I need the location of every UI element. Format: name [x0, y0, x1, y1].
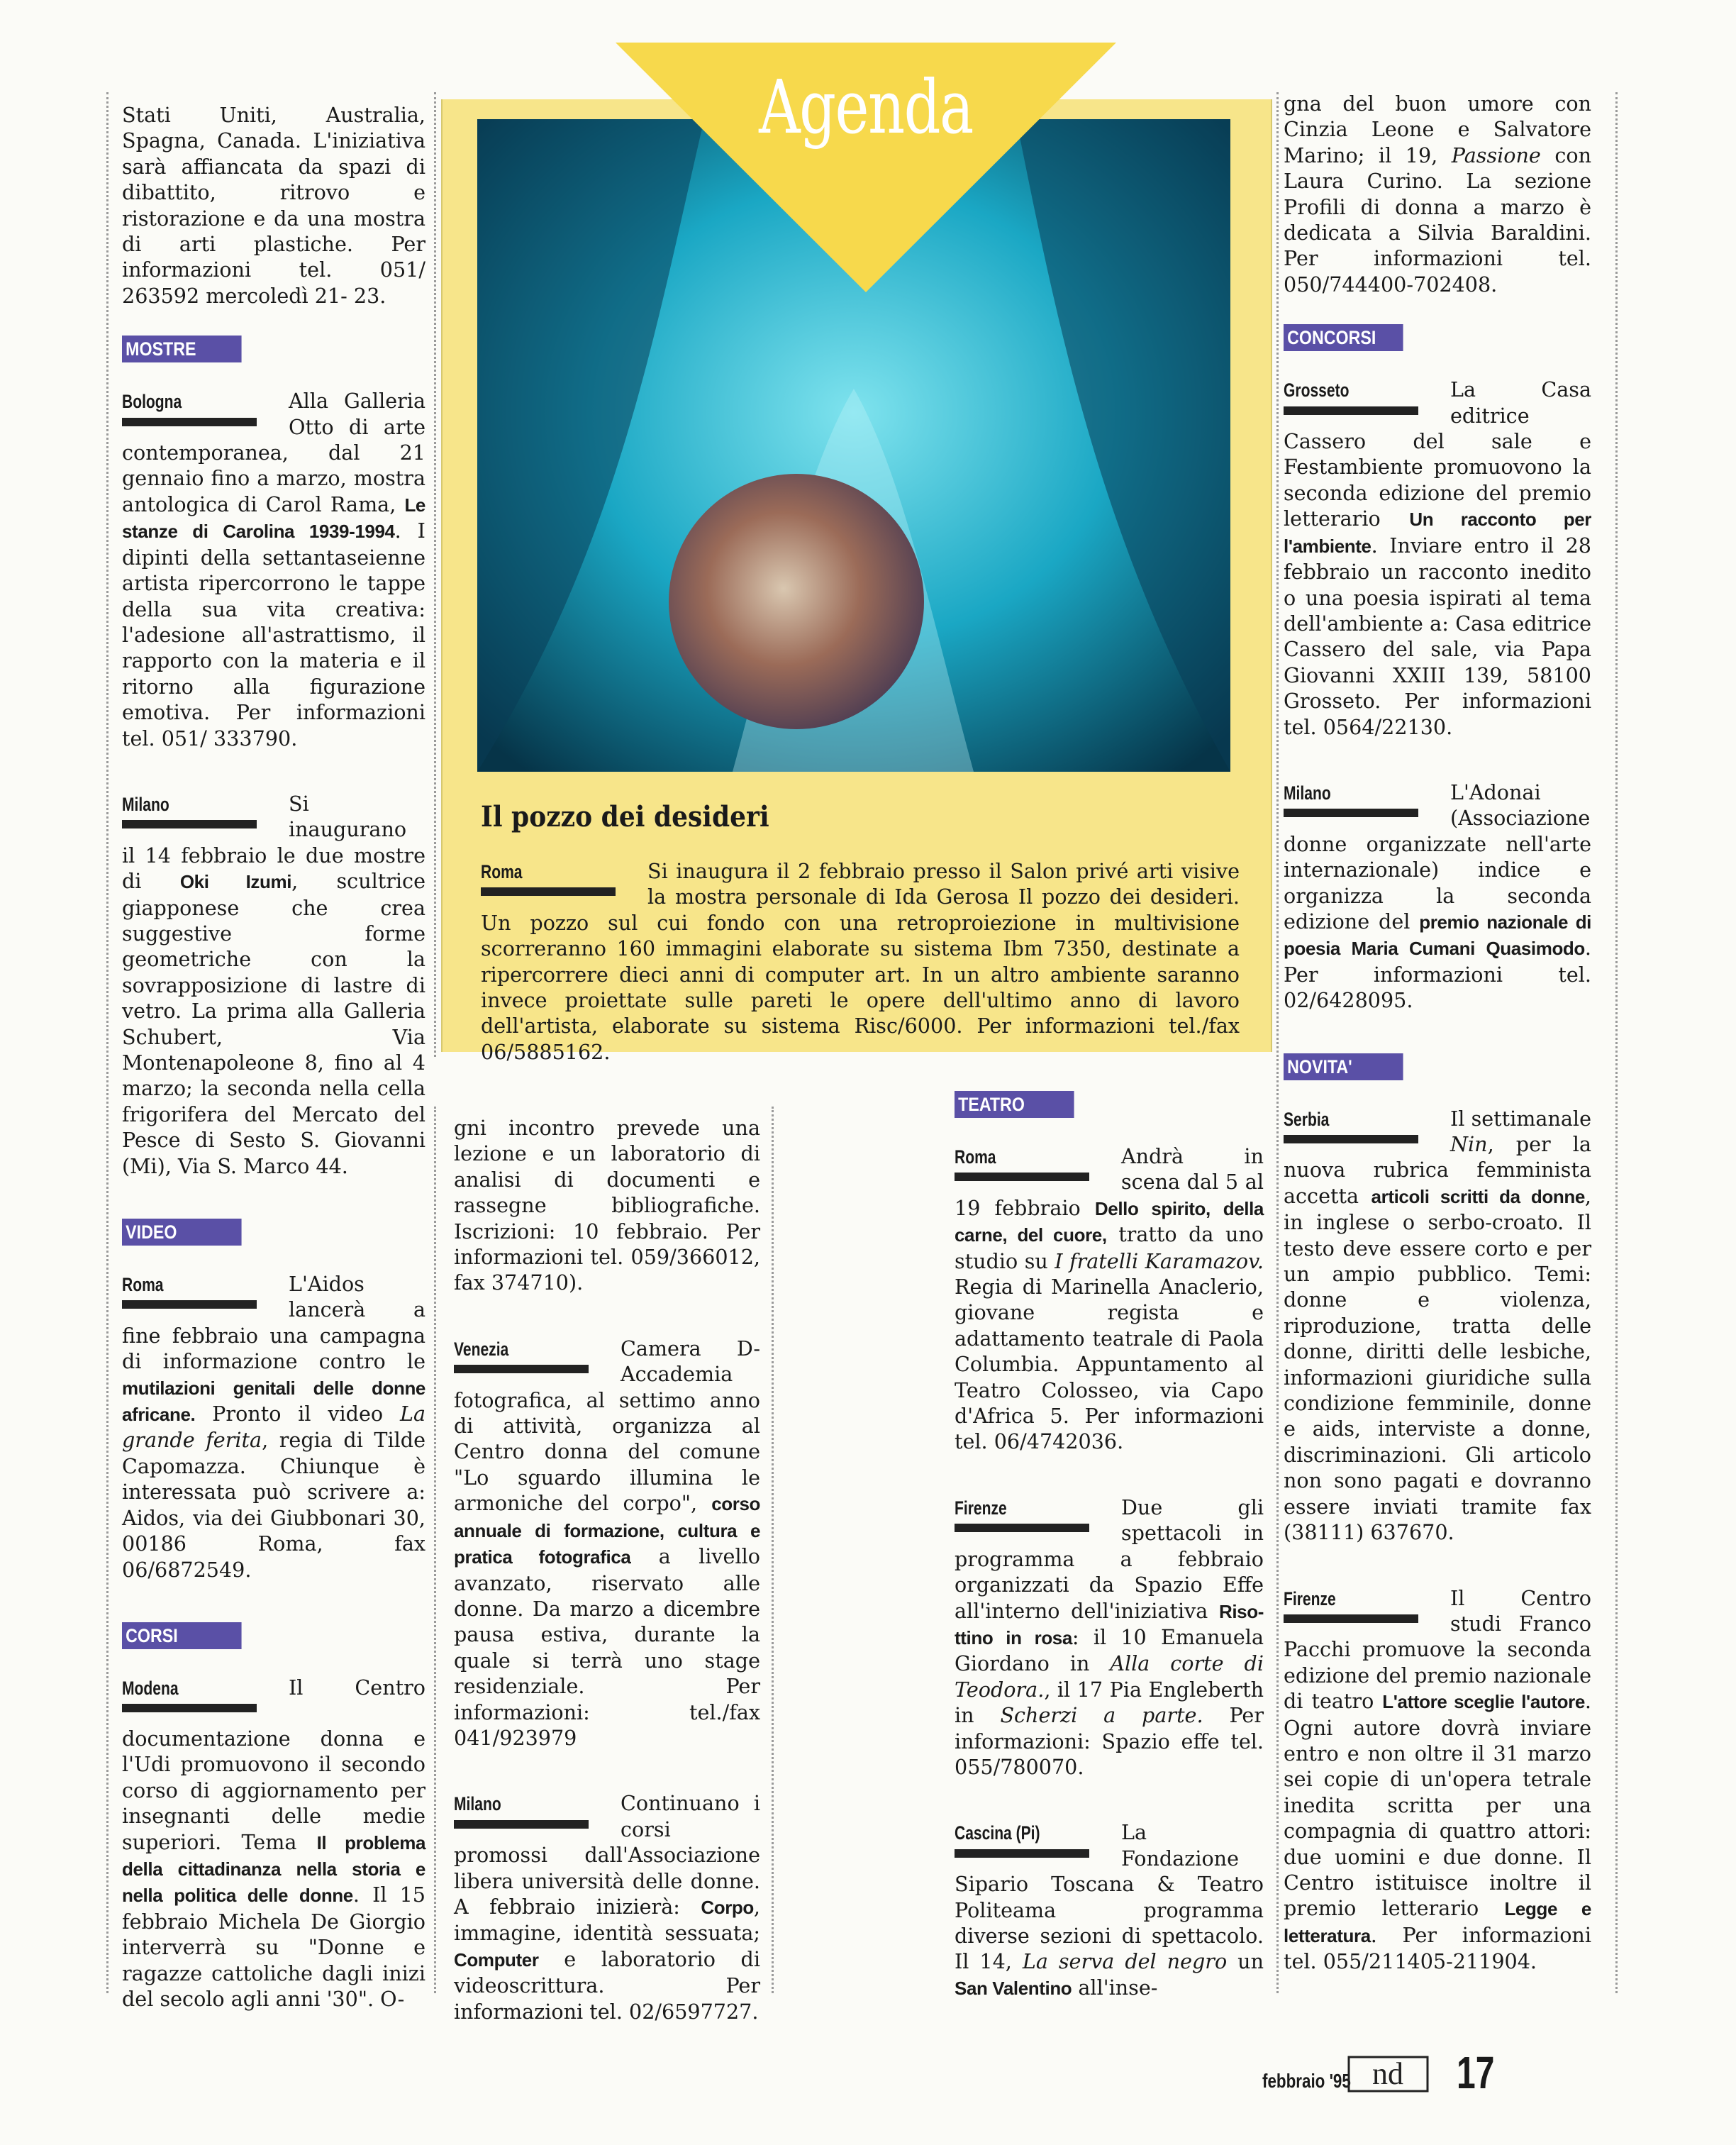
section-tag-novita: NOVITA'	[1284, 1053, 1403, 1080]
column-rule	[1615, 92, 1618, 1993]
entry-bologna	[122, 388, 425, 751]
entry-text: Per informazioni: Spazio effe tel. 055/780070.	[955, 1703, 1264, 1779]
page-number: 17	[1457, 2047, 1495, 2098]
entry-italic: Nin	[1450, 1132, 1488, 1156]
entry-italic: La grande ferita	[122, 1402, 425, 1453]
entry-firenze-teatro	[955, 1495, 1264, 1780]
column-rule	[1276, 92, 1279, 1993]
entry-title: Computer	[454, 1949, 539, 1971]
column-2	[454, 1115, 760, 2064]
entry-venezia	[454, 1336, 760, 1751]
entry-city: Firenze	[1284, 1587, 1336, 1609]
column-rule	[434, 92, 436, 1057]
entry-text: e laboratorio di videoscrittura. Per informazioni tel. 02/6597727.	[454, 1946, 760, 2024]
entry-text: Il settimanale	[1450, 1106, 1591, 1131]
column-rule	[434, 1107, 436, 1993]
entry-milano-2	[454, 1790, 760, 2024]
entry-roma-teatro	[955, 1143, 1264, 1455]
entry-city: Roma	[122, 1274, 164, 1296]
entry-text: Due gli spettacoli in programma a febbraio organizzati da Spazio Effe all'interno dell'iniziativa	[955, 1495, 1264, 1623]
entry-text: . Per informazioni tel. 055/211405-211904.	[1284, 1922, 1591, 1974]
entry-rule	[454, 1820, 589, 1829]
column-3	[955, 1091, 1264, 2041]
entry-text: La Fondazione Sipario Toscana & Teatro Politeama programma diverse sezioni di spettacolo. Il 14,	[955, 1820, 1264, 1974]
entry-italic: La serva del negro	[1022, 1949, 1228, 1974]
entry-modena	[122, 1675, 425, 2012]
entry-city: Modena	[122, 1677, 179, 1699]
entry-city: Roma	[481, 861, 523, 882]
entry-rule	[122, 820, 257, 828]
entry-rule	[1284, 1135, 1418, 1143]
entry-title: Il problema della cittadinanza nella storia e nella politica delle donne	[122, 1831, 426, 1907]
column-1	[122, 102, 425, 2051]
entry-rule	[122, 1704, 257, 1712]
entry-text: . Il 15 febbraio Michela De Giorgio interverrà su "Donne e ragazze cattoliche dagli inizi del secolo agli anni '30". O-	[122, 1883, 426, 2011]
box-heading: Il pozzo dei desideri	[481, 800, 769, 833]
entry-cascina	[955, 1819, 1264, 2001]
entry-text: tratto da uno studio su	[955, 1222, 1264, 1273]
entry-text: Alla Galleria Otto di arte contemporanea, dal 21 gennaio fino a marzo, mostra antologica di Carol Rama,	[122, 389, 425, 516]
entry-title: Oki Izumi	[179, 871, 292, 893]
nd-logo	[1347, 2056, 1429, 2093]
entry-rule	[1284, 406, 1418, 415]
section-tag-video: VIDEO	[122, 1219, 242, 1246]
entry-city: Roma	[955, 1146, 996, 1168]
entry-italic: Scherzi a parte.	[1000, 1703, 1203, 1728]
entry-text: Continuano i corsi promossi dall'Associazione libera università delle donne. A febbraio inizierà:	[454, 1791, 760, 1919]
entry-text: L'Adonai (Associazione donne organizzate nell'arte internazionale) indice e organizza la seconda edizione del	[1284, 780, 1591, 933]
entry-text: un	[1227, 1949, 1264, 1974]
entry-rule	[955, 1524, 1089, 1532]
entry-grosseto	[1284, 377, 1591, 740]
entry-city: Grosseto	[1284, 379, 1350, 401]
continuation-text: gni incontro prevede una lezione e un laboratorio di analisi di documenti e rassegne bibliografiche. Iscrizioni: 10 febbraio. Per informazioni tel. 059/366012, fax 374710).	[454, 1116, 760, 1295]
entry-text: , immagine, identità sessuata;	[454, 1894, 760, 1946]
entry-city: Milano	[1284, 782, 1331, 804]
column-4	[1284, 91, 1591, 2014]
entry-title: Riso-ttino in rosa	[955, 1600, 1264, 1648]
section-tag-concorsi: CONCORSI	[1284, 324, 1403, 351]
box-text	[481, 858, 1240, 1065]
entry-title: San Valentino	[955, 1977, 1072, 1999]
section-tag-mostre: MOSTRE	[122, 336, 242, 362]
entry-text: Regia di Marinella Anaclerio, giovane regista e adattamento teatrale di Paola Columbia. Appuntamento al Teatro Colosseo, via Capo d'Africa 5. Per informazioni tel. 06/4742036.	[955, 1275, 1264, 1454]
entry-text: . Per informazioni tel. 02/6428095.	[1284, 936, 1591, 1013]
entry-roma	[122, 1271, 425, 1583]
entry-rule	[122, 418, 257, 426]
entry-title: mutilazioni genitali delle donne africane.	[122, 1377, 425, 1426]
globe-graphic	[669, 474, 924, 729]
entry-text: Si inaugurano il 14 febbraio le due mostre di	[122, 791, 425, 894]
entry-firenze-concorsi	[1284, 1585, 1591, 1975]
entry-title: L'attore sceglie l'autore	[1382, 1691, 1585, 1713]
intro-text: Stati Uniti, Australia, Spagna, Canada. L'iniziativa sarà affiancata da spazi di dibattito, ritrovo e ristorazione e da una mostra di arti plastiche. Per informazioni tel. 051/ 263592 mercoledì 21- 23.	[122, 103, 425, 308]
column-rule	[772, 1107, 774, 1993]
entry-city: Serbia	[1284, 1108, 1330, 1130]
entry-milano-concorsi	[1284, 780, 1591, 1014]
entry-text: La Casa editrice Cassero del sale e Festambiente promuovono la seconda edizione del premio letterario	[1284, 377, 1591, 531]
section-tag-corsi: CORSI	[122, 1622, 242, 1649]
entry-city: Cascina (Pi)	[955, 1822, 1040, 1844]
entry-text: , per la nuova rubrica femminista accetta	[1284, 1132, 1591, 1208]
entry-rule	[1284, 809, 1418, 817]
entry-text: Pronto il video	[195, 1402, 400, 1426]
entry-rule	[1284, 1614, 1418, 1623]
entry-title: Un racconto per l'ambiente	[1284, 509, 1591, 557]
entry-city: Bologna	[122, 391, 182, 413]
entry-text: . Inviare entro il 28 febbraio un racconto inedito o una poesia ispirati al tema dell'ambiente a: Casa editrice Cassero del sale, via Papa Giovanni XXIII 139, 58100 Grosseto. Per informazioni tel. 0564/22130.	[1284, 533, 1591, 739]
entry-city: Firenze	[955, 1497, 1007, 1519]
entry-text: Il Centro documentazione donna e l'Udi promuovono il secondo corso di aggiornamento per insegnanti delle medie superiori. Tema	[122, 1675, 425, 1854]
agenda-title: Agenda	[759, 64, 973, 150]
svg-text:nd: nd	[1372, 2056, 1403, 2091]
entry-city: Milano	[122, 793, 169, 815]
entry-italic: Alla corte di Teodora.	[955, 1651, 1264, 1702]
section-tag-teatro: TEATRO	[955, 1091, 1074, 1118]
entry-title: Corpo	[701, 1896, 754, 1918]
entry-serbia	[1284, 1106, 1591, 1546]
entry-title: articoli scritti da donne	[1371, 1185, 1585, 1207]
entry-title: premio nazionale di poesia Maria Cumani Quasimodo	[1284, 911, 1592, 960]
column-rule	[106, 92, 108, 1993]
entry-milano	[122, 791, 425, 1179]
entry-city: Venezia	[454, 1338, 509, 1360]
entry-text: , il 17 Pia Engleberth in	[955, 1677, 1264, 1728]
entry-text: Andrà in scena dal 5 al 19 febbraio	[955, 1144, 1264, 1220]
entry-title: corso annuale di formazione, cultura e pratica fotografica	[454, 1493, 760, 1568]
entry-text: . I dipinti della settantaseienne artista ripercorrono le tappe della sua vita creativa: l'adesione all'astrattismo, il rapporto con la materia e il ritorno alla figurazione emotiva. Per informazioni tel. 051/ 333790.	[122, 519, 425, 750]
entry-title: Dello spirito, della carne, del cuore,	[955, 1197, 1264, 1246]
entry-text: , regia di Tilde Capomazza. Chiunque è interessata può scrivere a: Aidos, via dei Giubbonari 30, 00186 Roma, fax 06/6872549.	[122, 1428, 426, 1582]
entry-text: Il Centro studi Franco Pacchi promuove la seconda edizione del premio nazionale di teatro	[1284, 1585, 1591, 1714]
entry-rule	[955, 1849, 1089, 1858]
entry-rule	[122, 1300, 257, 1309]
entry-text: Si inaugura il 2 febbraio presso il Salon privé arti visive la mostra personale di Ida Gerosa Il pozzo dei desideri. Un pozzo sul cui fondo con una retroproiezione in multivisione scorreranno 160 immagini elaborate su sistema Ibm 7350, destinate a ripercorrere dieci anni di computer art. In un altro ambiente saranno invece proiettate sulle pareti le opere dell'ultimo anno di lavoro dell'artista, elaborate su sistema Risc/6000. Per informazioni tel./fax 06/5885162.	[481, 859, 1240, 1064]
intro-text: gna del buon umore con Cinzia Leone e Salvatore Marino; il 19, Passione con Laura Curino. La sezione Profili di donna a marzo è dedicata a Silvia Baraldini. Per informazioni tel. 050/744400-702408.	[1284, 92, 1592, 296]
entry-text: , scultrice giapponese che crea suggestive forme geometriche con la sovrapposizione di lastre di vetro. La prima alla Galleria Schubert, Via Montenapoleone 8, fino al 4 marzo; la seconda nella cella frigorifera del Mercato del Pesce di Sesto S. Giovanni (Mi), Via S. Marco 44.	[122, 869, 425, 1178]
entry-text: a livello avanzato, riservato alle donne. Da marzo a dicembre pausa estiva, durante la quale si terrà uno stage residenziale. Per informazioni: tel./fax 041/923979	[454, 1544, 760, 1750]
entry-city: Milano	[454, 1793, 501, 1815]
entry-text: : il 10 Emanuela Giordano in	[955, 1624, 1264, 1676]
entry-text: all'inse-	[1072, 1975, 1158, 2000]
entry-title: Le stanze di Carolina 1939-1994	[122, 494, 425, 543]
entry-text: Camera D-Accademia fotografica, al settimo anno di attività, organizza al Centro donna del comune "Lo sguardo illumina le armoniche del corpo",	[454, 1336, 760, 1516]
entry-rule	[481, 887, 616, 896]
entry-rule	[454, 1365, 589, 1373]
entry-text: . Ogni autore dovrà inviare entro e non oltre il 31 marzo sei copie di un'opera tetrale inedita scritta per una compagnia di quattro attori: due uomini e due donne. Il Centro istituisce inoltre il premio letterario	[1284, 1689, 1591, 1921]
entry-rule	[955, 1173, 1089, 1181]
entry-text: L'Aidos lancerà a fine febbraio una campagna di informazione contro le	[122, 1272, 425, 1374]
entry-italic: I fratelli Karamazov.	[1055, 1248, 1264, 1273]
entry-text: , in inglese o serbo-croato. Il testo deve essere corto e per un ampio pubblico. Temi: donne e violenza, riproduzione, tratta delle donne, diritti delle lesbiche, informazioni giuridiche sulla condizione femminile, donne e aids, interviste a donne, discriminazioni. Gli articolo non sono pagati e dovranno essere inviati tramite fax (38111) 637670.	[1284, 1183, 1591, 1545]
entry-title: Legge e letteratura	[1284, 1898, 1591, 1946]
footer-date: febbraio '95	[1262, 2070, 1351, 2092]
